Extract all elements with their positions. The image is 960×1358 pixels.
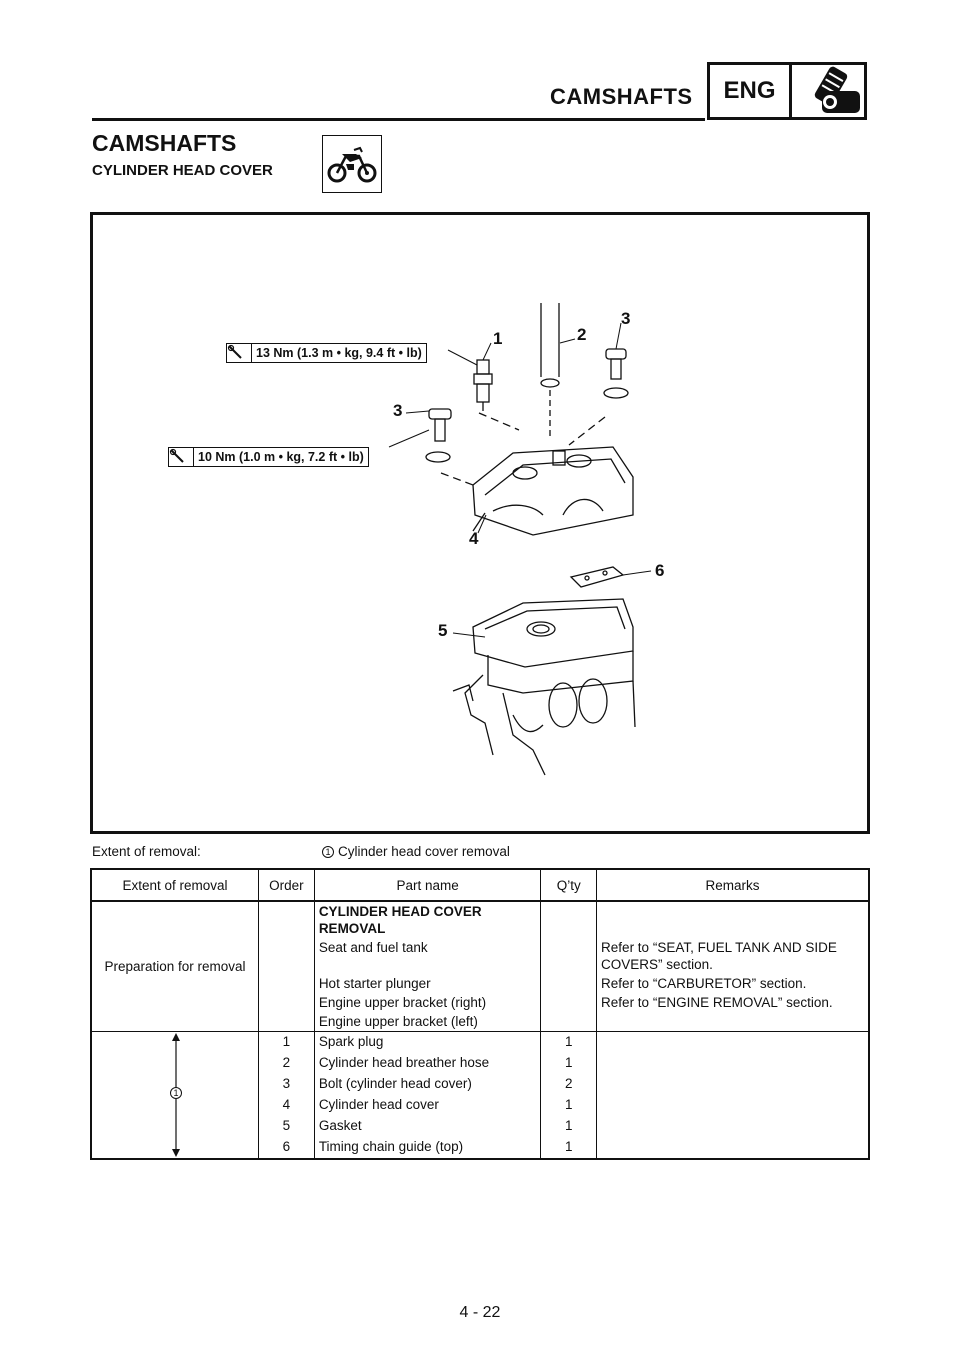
order-cell: 6 bbox=[259, 1137, 315, 1159]
section-subtitle: CYLINDER HEAD COVER bbox=[92, 162, 273, 179]
motorcycle-icon bbox=[322, 135, 382, 193]
order-cell: 1 bbox=[259, 1032, 315, 1054]
prep-heading: CYLINDER HEAD COVER REMOVAL bbox=[314, 901, 541, 938]
part-name: Cylinder head cover bbox=[314, 1095, 541, 1116]
torque-spec-spark-plug bbox=[226, 343, 427, 363]
col-header-part: Part name bbox=[314, 869, 541, 901]
table-row bbox=[91, 901, 869, 938]
qty-cell: 1 bbox=[541, 1053, 597, 1074]
torque-wrench-icon bbox=[169, 448, 194, 466]
callout-5: 5 bbox=[438, 621, 448, 640]
col-header-order: Order bbox=[259, 869, 315, 901]
part-name: Engine upper bracket (right) bbox=[314, 993, 541, 1012]
header-rule bbox=[92, 118, 705, 121]
qty-cell: 1 bbox=[541, 1137, 597, 1159]
qty-cell: 1 bbox=[541, 1095, 597, 1116]
qty-cell: 1 bbox=[541, 1116, 597, 1137]
torque-wrench-icon bbox=[227, 344, 252, 362]
page-number: 4 - 22 bbox=[459, 1304, 501, 1321]
extent-value bbox=[322, 844, 510, 859]
part-name: Hot starter plunger bbox=[314, 974, 541, 993]
torque-value: 10 Nm (1.0 m • kg, 7.2 ft • lb) bbox=[198, 450, 364, 464]
order-cell: 3 bbox=[259, 1074, 315, 1095]
remarks-text: Refer to “ENGINE REMOVAL” section. bbox=[601, 995, 833, 1010]
table-header-row bbox=[91, 869, 869, 901]
torque-value: 13 Nm (1.3 m • kg, 9.4 ft • lb) bbox=[256, 346, 422, 360]
prep-order-cell bbox=[259, 901, 315, 1032]
qty-cell: 1 bbox=[541, 1032, 597, 1054]
order-cell: 2 bbox=[259, 1053, 315, 1074]
part-name: Spark plug bbox=[314, 1032, 541, 1054]
part-name: Cylinder head breather hose bbox=[314, 1053, 541, 1074]
col-header-remarks: Remarks bbox=[597, 869, 869, 901]
parts-table bbox=[90, 868, 870, 1160]
prep-qty-cell bbox=[541, 901, 597, 1032]
remarks-text: Refer to “SEAT, FUEL TANK AND SIDE COVERS” section. bbox=[601, 940, 837, 972]
header-section-title: CAMSHAFTS bbox=[550, 84, 693, 109]
exploded-diagram bbox=[90, 212, 870, 834]
eng-label: ENG bbox=[710, 65, 792, 117]
extent-label: Extent of removal: bbox=[92, 844, 201, 859]
remarks-text bbox=[597, 1012, 869, 1032]
callout-1: 1 bbox=[493, 329, 503, 348]
col-header-qty: Q’ty bbox=[541, 869, 597, 901]
part-name: Bolt (cylinder head cover) bbox=[314, 1074, 541, 1095]
callout-2: 2 bbox=[577, 325, 587, 344]
order-cell: 5 bbox=[259, 1116, 315, 1137]
torque-spec-cover-bolt bbox=[168, 447, 369, 467]
page-title: CAMSHAFTS bbox=[92, 130, 237, 156]
callout-6: 6 bbox=[655, 561, 665, 580]
callout-3-right: 3 bbox=[621, 309, 631, 328]
removal-range-cell bbox=[91, 1032, 259, 1160]
callout-3-left: 3 bbox=[393, 401, 403, 420]
callout-4: 4 bbox=[469, 529, 479, 548]
extent-marker: 1 bbox=[322, 846, 334, 858]
prep-extent-cell: Preparation for removal bbox=[91, 901, 259, 1032]
col-header-extent: Extent of removal bbox=[91, 869, 259, 901]
part-name: Seat and fuel tank bbox=[314, 938, 541, 974]
qty-cell: 2 bbox=[541, 1074, 597, 1095]
remarks-cell bbox=[597, 901, 869, 938]
order-cell: 4 bbox=[259, 1095, 315, 1116]
engine-icon bbox=[792, 65, 864, 117]
extent-text: Cylinder head cover removal bbox=[338, 844, 510, 859]
cylinder-head-illustration bbox=[93, 215, 867, 831]
remarks-text: Refer to “CARBURETOR” section. bbox=[601, 976, 807, 991]
table-row bbox=[91, 1032, 869, 1054]
part-name: Engine upper bracket (left) bbox=[314, 1012, 541, 1032]
eng-badge bbox=[707, 62, 867, 120]
part-name: Gasket bbox=[314, 1116, 541, 1137]
range-marker: 1 bbox=[170, 1087, 182, 1099]
part-name: Timing chain guide (top) bbox=[314, 1137, 541, 1159]
remarks-cell bbox=[597, 1032, 869, 1160]
